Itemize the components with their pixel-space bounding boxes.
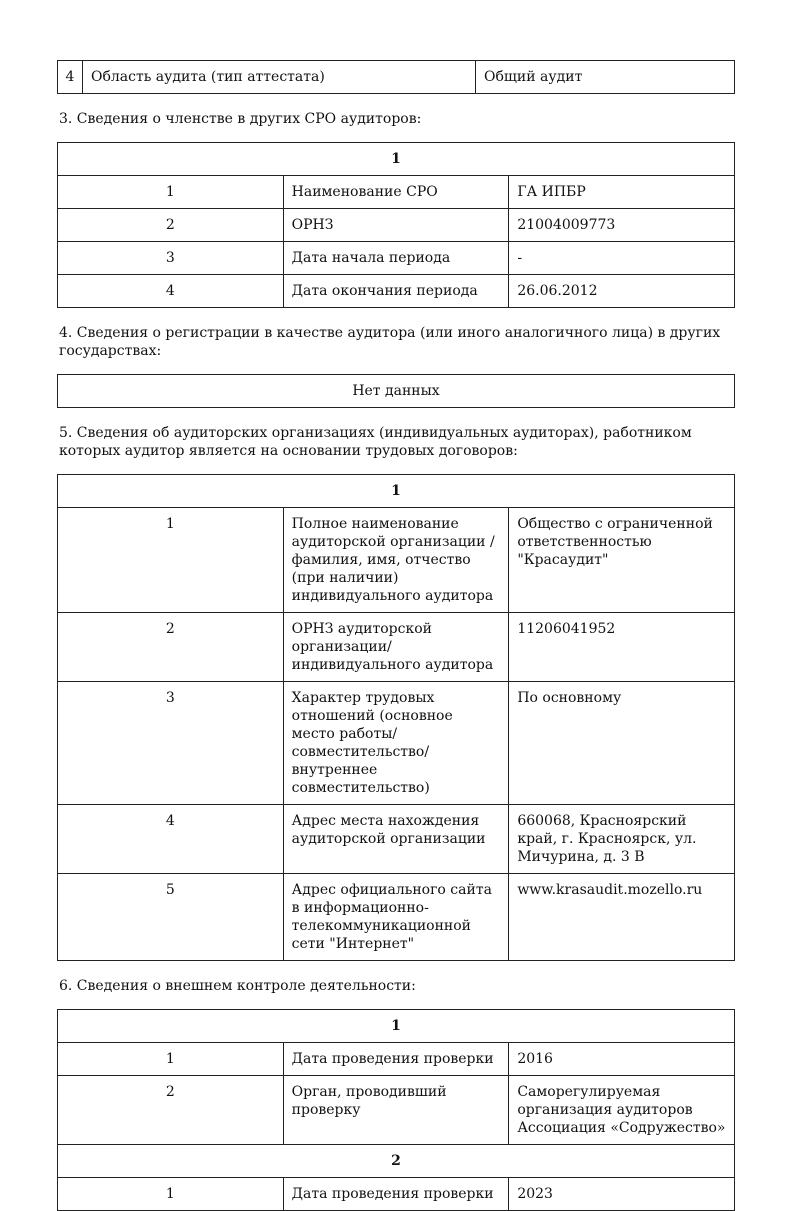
table-row	[58, 613, 735, 682]
table-row	[58, 682, 735, 805]
table-row	[58, 242, 735, 275]
table-row	[58, 275, 735, 308]
external-control-table	[57, 1009, 735, 1211]
row-label: Полное наименование аудиторской организации / фамилия, имя, отчество (при наличии) индивидуального аудитора	[283, 508, 509, 613]
section-4-title: 4. Сведения о регистрации в качестве аудитора (или иного аналогичного лица) в других государствах:	[59, 325, 721, 359]
row-value: 11206041952	[509, 613, 735, 682]
table-row	[58, 1043, 735, 1076]
group-header-row	[58, 143, 735, 176]
group-header-row	[58, 1010, 735, 1043]
row-value: www.krasaudit.mozello.ru	[509, 874, 735, 961]
sro-membership-table	[57, 142, 735, 308]
group-number: 1	[58, 475, 735, 508]
row-value: ГА ИПБР	[509, 176, 735, 209]
row-label: Дата окончания периода	[283, 275, 509, 308]
row-number: 2	[58, 209, 284, 242]
row-value: Общий аудит	[476, 61, 735, 94]
group-number: 1	[58, 1010, 735, 1043]
section-5-title: 5. Сведения об аудиторских организациях (индивидуальных аудиторах), работником которых аудитор является на основании трудовых договоров:	[59, 425, 692, 459]
table-row	[58, 209, 735, 242]
table-row	[58, 61, 735, 94]
row-number: 1	[58, 1043, 284, 1076]
row-value: 21004009773	[509, 209, 735, 242]
row-value: 660068, Красноярский край, г. Красноярск, ул. Мичурина, д. 3 В	[509, 805, 735, 874]
group-number: 2	[58, 1145, 735, 1178]
row-number: 5	[58, 874, 284, 961]
row-value: 2023	[509, 1178, 735, 1211]
row-number: 4	[58, 805, 284, 874]
audit-scope-table	[57, 60, 735, 94]
row-label: ОРНЗ аудиторской организации/ индивидуального аудитора	[283, 613, 509, 682]
group-header-row	[58, 1145, 735, 1178]
no-data-cell: Нет данных	[58, 375, 735, 408]
group-header-row	[58, 475, 735, 508]
row-value: По основному	[509, 682, 735, 805]
row-label: Область аудита (тип аттестата)	[83, 61, 476, 94]
table-row	[58, 508, 735, 613]
row-number: 4	[58, 61, 83, 94]
row-value: -	[509, 242, 735, 275]
row-number: 2	[58, 1076, 284, 1145]
row-value: 26.06.2012	[509, 275, 735, 308]
table-row	[58, 874, 735, 961]
row-value: Саморегулируемая организация аудиторов Ассоциация «Содружество»	[509, 1076, 735, 1145]
row-label: Дата проведения проверки	[283, 1043, 509, 1076]
row-label: Адрес места нахождения аудиторской организации	[283, 805, 509, 874]
row-number: 1	[58, 1178, 284, 1211]
section-6-title: 6. Сведения о внешнем контроле деятельности:	[59, 978, 416, 994]
section-3-title: 3. Сведения о членстве в других СРО аудиторов:	[59, 111, 422, 127]
row-label: Наименование СРО	[283, 176, 509, 209]
row-number: 2	[58, 613, 284, 682]
row-number: 3	[58, 682, 284, 805]
table-row	[58, 375, 735, 408]
row-label: Характер трудовых отношений (основное место работы/совместительство/внутреннее совместительство)	[283, 682, 509, 805]
row-label: ОРНЗ	[283, 209, 509, 242]
row-label: Дата проведения проверки	[283, 1178, 509, 1211]
row-number: 1	[58, 508, 284, 613]
row-label: Дата начала периода	[283, 242, 509, 275]
group-number: 1	[58, 143, 735, 176]
document-page	[57, 60, 735, 1211]
table-row	[58, 176, 735, 209]
row-value: Общество с ограниченной ответственностью "Красаудит"	[509, 508, 735, 613]
row-number: 4	[58, 275, 284, 308]
table-row	[58, 805, 735, 874]
row-label: Орган, проводивший проверку	[283, 1076, 509, 1145]
row-number: 1	[58, 176, 284, 209]
table-row	[58, 1076, 735, 1145]
row-value: 2016	[509, 1043, 735, 1076]
row-number: 3	[58, 242, 284, 275]
row-label: Адрес официального сайта в информационно-телекоммуникационной сети "Интернет"	[283, 874, 509, 961]
foreign-registration-table	[57, 374, 735, 408]
table-row	[58, 1178, 735, 1211]
employer-organizations-table	[57, 474, 735, 961]
